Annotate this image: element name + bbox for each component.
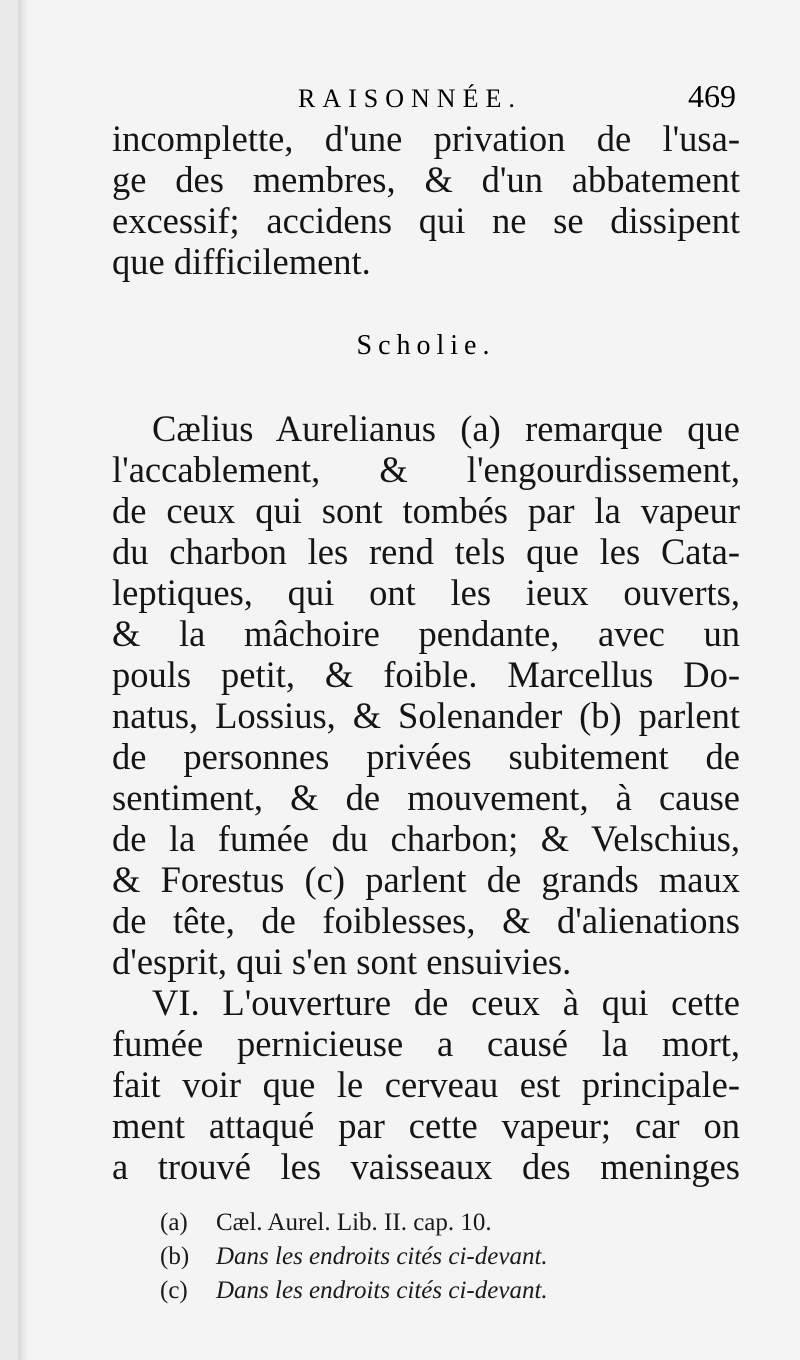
text-line: natus, Lossius, & Solenander (b) parlent [112,695,740,736]
footnote-mark: (a) [160,1209,188,1236]
text-line: & Forestus (c) parlent de grands maux [112,859,740,900]
text-line: pouls petit, & foible. Marcellus Do- [112,654,740,695]
paragraph-1 [112,118,740,282]
footnote [160,1240,720,1274]
paragraph-3 [112,982,740,1187]
text-line: l'accablement, & l'engourdissement, [112,449,740,490]
text-line: de ceux qui sont tombés par la vapeur [112,490,740,531]
running-head: RAISONNÉE. [298,84,522,113]
footnote-text: Dans les endroits cités ci-devant. [216,1243,548,1270]
footnote [160,1206,720,1240]
text-line: leptiques, qui ont les ieux ouverts, [112,572,740,613]
text-line: ge des membres, & d'un abbatement [112,159,740,200]
show-through-text [113,280,122,318]
text-line: incomplette, d'une privation de l'usa- [112,118,740,159]
text-line: de tête, de foiblesses, & d'alienations [112,900,740,941]
text-line: & la mâchoire pendante, avec un [112,613,740,654]
text-line: du charbon les rend tels que les Cata- [112,531,740,572]
footnote [160,1274,720,1308]
text-line: que difficilement. [112,241,371,282]
footnote-text: Dans les endroits cités ci-devant. [216,1277,548,1304]
text-line: ment attaqué par cette vapeur; car on [112,1105,740,1146]
text-line: d'esprit, qui s'en sont ensuivies. [112,941,572,982]
text-line: a trouvé les vaisseaux des meninges [112,1146,740,1187]
page-header [112,78,740,118]
text-line: de personnes privées subitement de [112,736,740,777]
footnote-mark: (b) [160,1243,190,1270]
page-number: 469 [688,78,736,114]
text-line: de la fumée du charbon; & Velschius, [112,818,740,859]
text-line: Cælius Aurelianus (a) remarque que [152,408,740,449]
text-line: excessif; accidens qui ne se dissipent [112,200,740,241]
section-heading: Scholie. [356,330,496,361]
footnote-text: Cæl. Aurel. Lib. II. cap. 10. [216,1209,492,1236]
text-line: sentiment, & de mouvement, à cause [112,777,740,818]
footnotes [160,1206,720,1308]
footnote-mark: (c) [160,1277,188,1304]
text-line: VI. L'ouverture de ceux à qui cette [152,982,740,1023]
text-line: fumée pernicieuse a causé la mort, [112,1023,740,1064]
text-line: fait voir que le cerveau est principale- [112,1064,740,1105]
paragraph-2 [112,408,740,982]
